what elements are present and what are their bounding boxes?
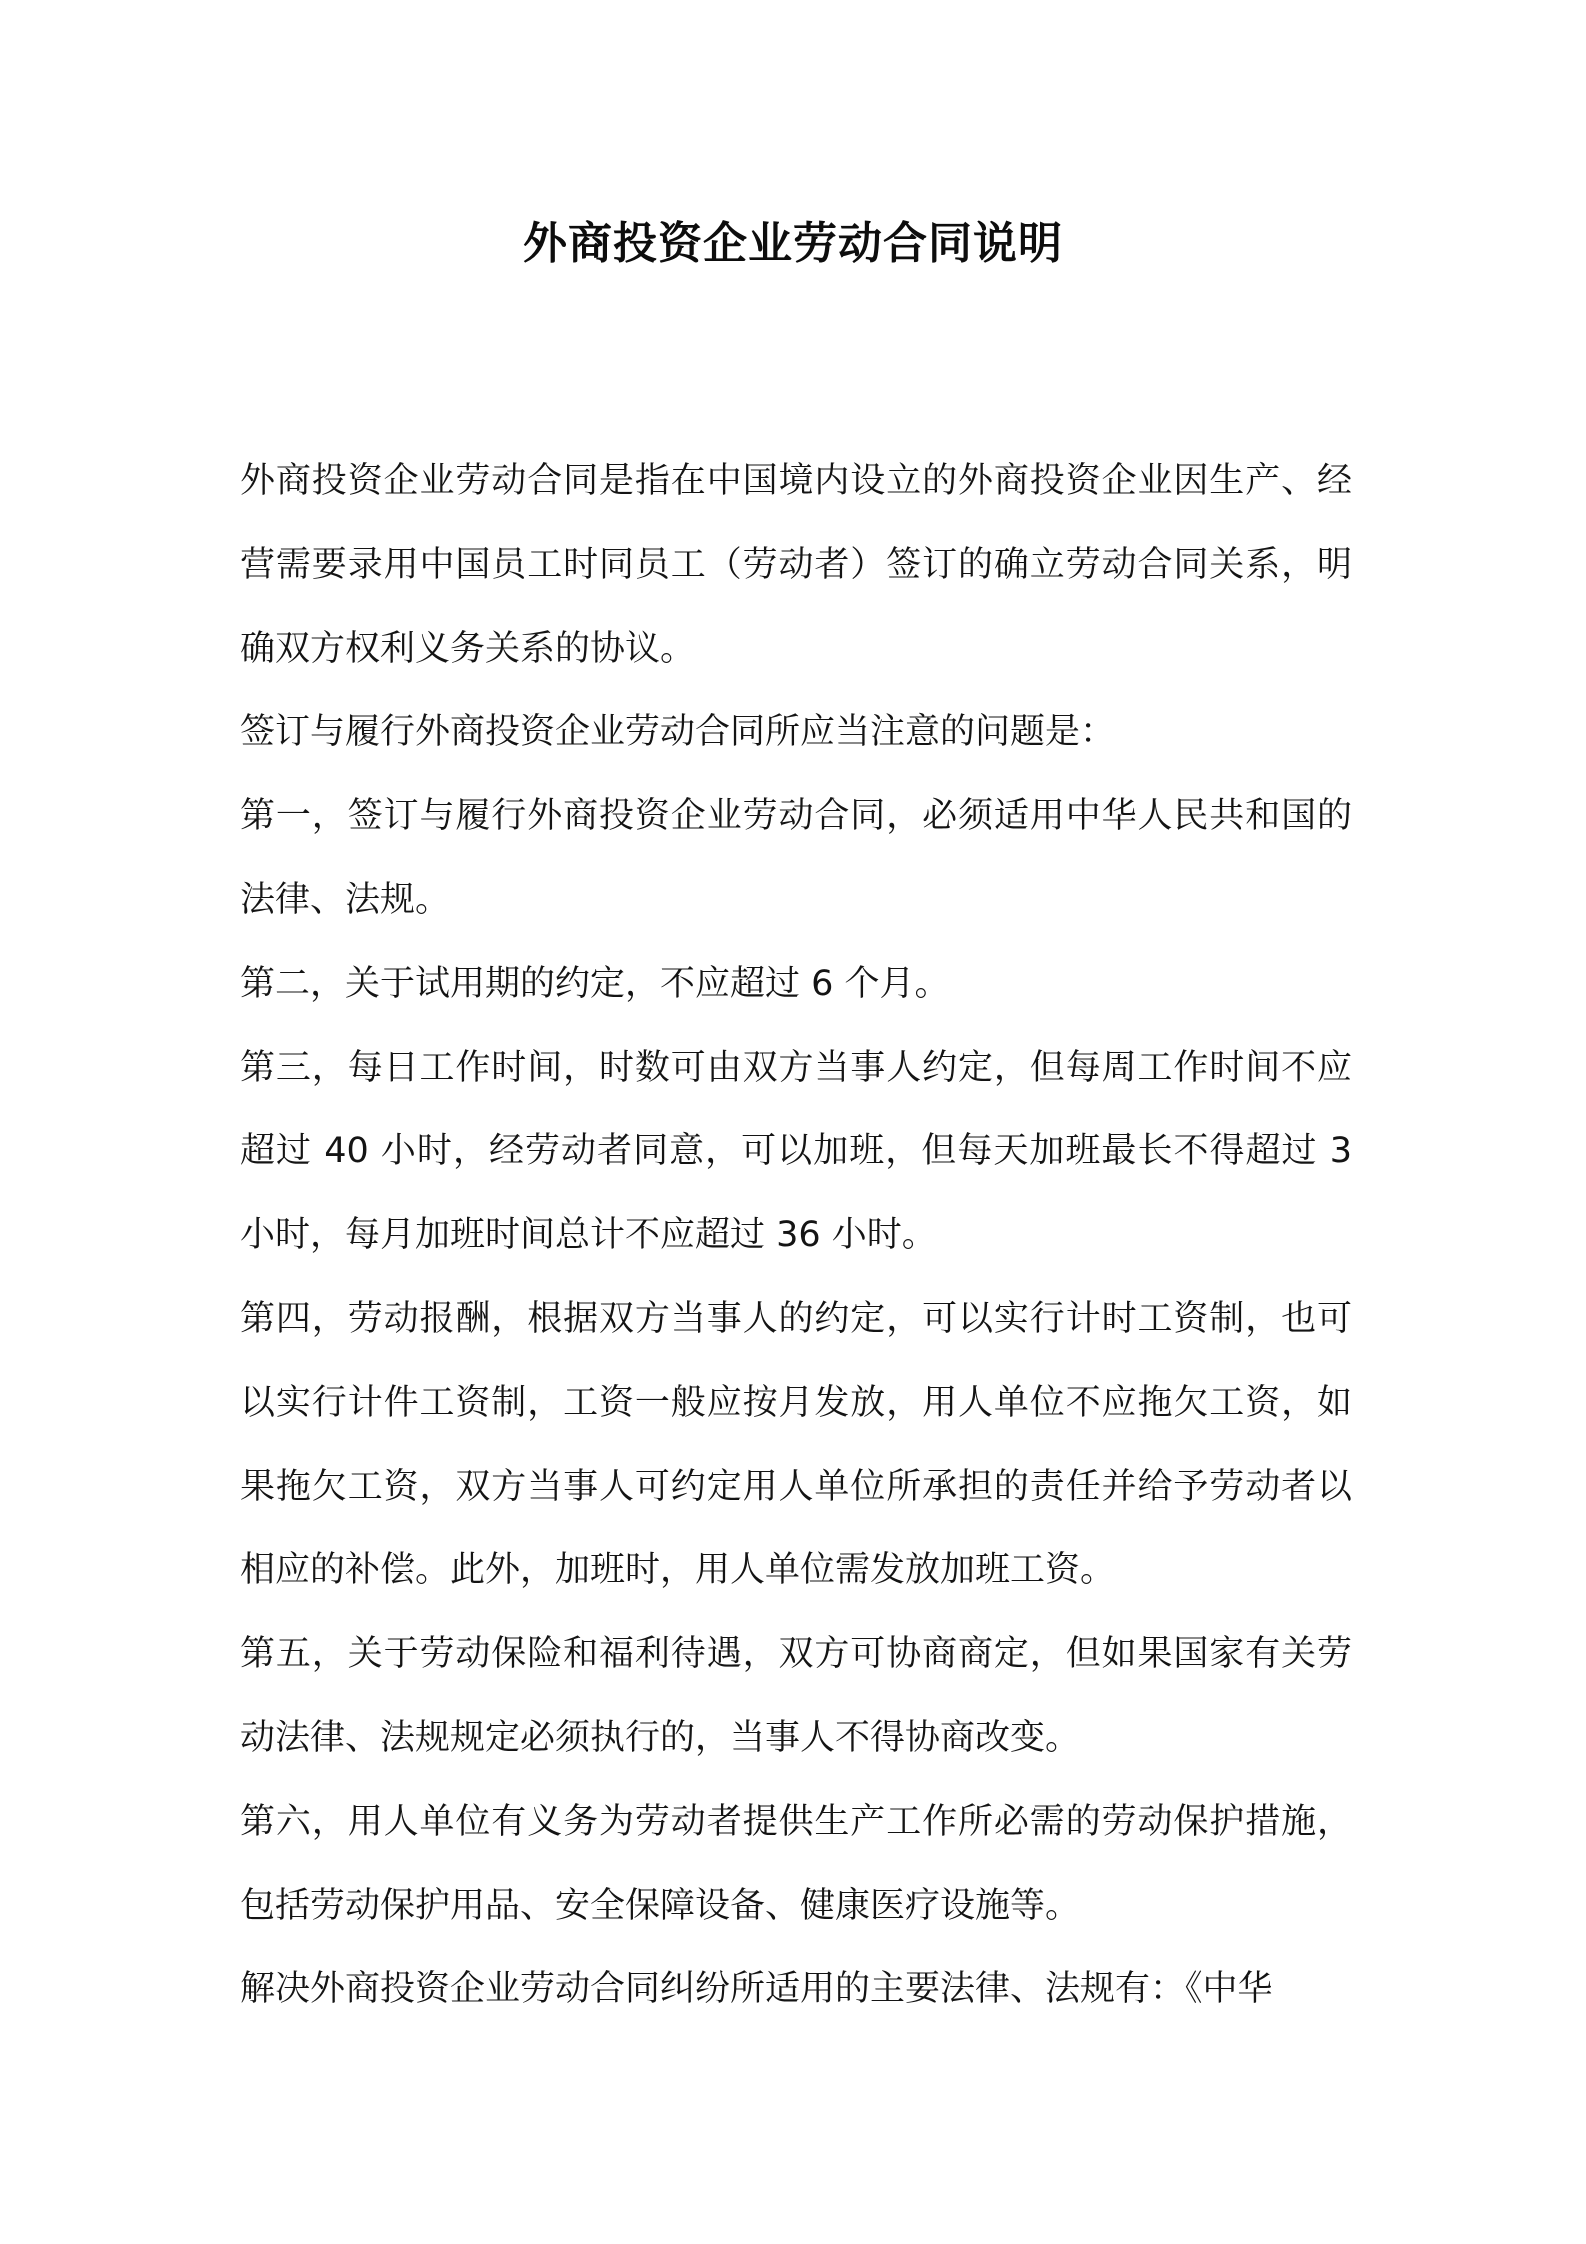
paragraph-issues-intro: 签订与履行外商投资企业劳动合同所应当注意的问题是： (240, 712, 1116, 753)
paragraph-point-2: 第二，关于试用期的约定，不应超过 6 个月。 (240, 963, 950, 1004)
paragraph-applicable-laws: 解决外商投资企业劳动合同纠纷所适用的主要法律、法规有：《中华 (240, 1969, 1273, 2010)
document-title: 外商投资企业劳动合同说明 (523, 218, 1063, 269)
paragraph-point-1: 第一，签订与履行外商投资企业劳动合同，必须适用中华人民共和国的法律、法规。 (240, 796, 1352, 920)
paragraph-definition: 外商投资企业劳动合同是指在中国境内设立的外商投资企业因生产、经营需要录用中国员工时同员工（劳动者）签订的确立劳动合同关系，明确双方权利义务关系的协议。 (240, 461, 1352, 669)
document-body (240, 440, 1352, 2032)
paragraph-point-6: 第六，用人单位有义务为劳动者提供生产工作所必需的劳动保护措施，包括劳动保护用品、安全保障设备、健康医疗设施等。 (240, 1801, 1352, 1926)
paragraph-point-5: 第五，关于劳动保险和福利待遇，双方可协商商定，但如果国家有关劳动法律、法规规定必须执行的，当事人不得协商改变。 (240, 1634, 1352, 1758)
paragraph-point-3: 第三，每日工作时间，时数可由双方当事人约定，但每周工作时间不应超过 40 小时，经劳动者同意，可以加班，但每天加班最长不得超过 3 小时，每月加班时间总计不应超过 36 小时。 (240, 1047, 1352, 1256)
paragraph-point-4: 第四，劳动报酬，根据双方当事人的约定，可以实行计时工资制，也可以实行计件工资制，工资一般应按月发放，用人单位不应拖欠工资，如果拖欠工资，双方当事人可约定用人单位所承担的责任并给予劳动者以相应的补偿。此外，加班时，用人单位需发放加班工资。 (240, 1298, 1352, 1591)
